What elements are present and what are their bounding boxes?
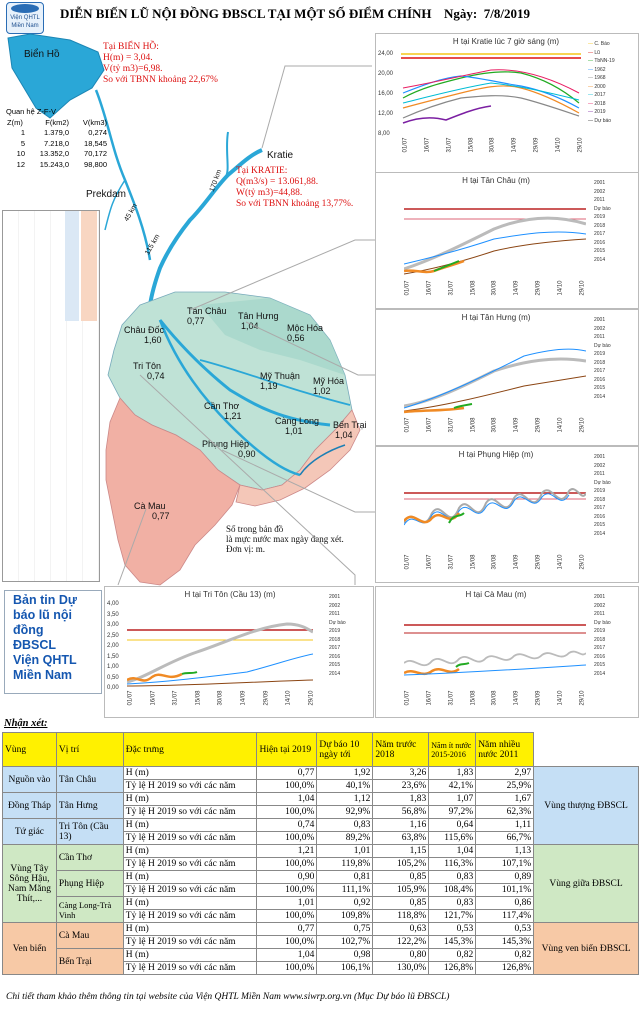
bien-ho-label: Biển Hồ	[24, 49, 60, 60]
chart-tan-hung-plot	[404, 326, 586, 416]
bulletin-box: Bản tin Dự báo lũ nội đồng ĐBSCL Viện QHTL Miền Nam	[4, 590, 102, 694]
table-row: Tỷ lệ H 2019 so với các năm 100,0% 111,1% 105,9% 108,4% 101,1%	[3, 884, 639, 897]
chart-phung-hiep-plot	[404, 463, 586, 553]
chart-ca-mau	[375, 586, 639, 718]
table-row: Càng Long-Trà Vinh H (m) 1,01 0,92 0,85 0,83 0,86	[3, 897, 639, 910]
chart-phung-hiep-legend: 2001 2002 2011 Dự báo 2019 2018 2017 2016 2015 2014	[594, 454, 611, 537]
summary-table	[2, 732, 639, 975]
table-row: Tứ giác Tri Tôn (Cầu 13) H (m) 0,74 0,83 1,16 0,64 1,11	[3, 819, 639, 832]
table-row: Nguồn vào Tân Châu H (m) 0,77 1,92 3,26 1,83 2,97 Vùng thượng ĐBSCL	[3, 767, 639, 780]
chart-ca-mau-plot	[404, 603, 586, 691]
station-my-hoa: Mỹ Hóa 1,02	[313, 376, 345, 396]
chart-tri-ton-legend: 2001 2002 2011 Dự báo 2019 2018 2017 2016 2015 2014	[329, 594, 346, 677]
kratie-label: Kratie	[267, 150, 294, 161]
chart-tan-chau	[375, 172, 639, 309]
chart-tan-hung	[375, 309, 639, 446]
table-row: Tỷ lệ H 2019 so với các năm 100,0% 89,2% 63,8% 115,6% 66,7%	[3, 832, 639, 845]
chart-tan-hung-xticks: 01/07 16/07 31/07 15/08 30/08 14/09 29/09 14/10 29/10	[404, 417, 586, 433]
table-row: Vùng Tây Sông Hậu, Nam Măng Thít,... Cần Thơ H (m) 1,21 1,01 1,15 1,04 1,13 Vùng giữa ĐBSCL	[3, 845, 639, 858]
date-display: Ngày: 7/8/2019	[444, 6, 530, 21]
chart-phung-hiep	[375, 446, 639, 583]
table-row: Tỷ lệ H 2019 so với các năm 100,0% 109,8% 118,8% 121,7% 117,4%	[3, 910, 639, 923]
table-row: Tỷ lệ H 2019 so với các năm 100,0% 102,7% 122,2% 145,3% 145,3%	[3, 936, 639, 949]
chart-tri-ton-yticks: 4,00 3,50 3,00 2,50 2,00 1,50 1,00 0,50 0,00	[107, 601, 119, 691]
station-phung-hiep: Phụng Hiệp 0,90	[202, 439, 256, 459]
table-row: Phụng Hiệp H (m) 0,90 0,81 0,85 0,83 0,89	[3, 871, 639, 884]
table-row: Tỷ lệ H 2019 so với các năm 100,0% 119,8% 105,2% 116,3% 107,1%	[3, 858, 639, 871]
station-ca-mau: Cà Mau 0,77	[134, 501, 170, 521]
station-chau-doc: Châu Đốc 1,60	[124, 325, 165, 345]
map-note: Số trong bản đồ là mực nước max ngày đang xét. Đơn vị: m.	[226, 524, 344, 554]
station-cang-long: Càng Long 1,01	[275, 416, 320, 436]
chart-ca-mau-title: H tại Cà Mau (m)	[465, 590, 527, 599]
chart-tri-ton	[104, 586, 374, 718]
zfv-relation-table: Quan hệ Z-F-V Z(m) F(km2) V(km3) 1 1.379,0 0,274 5 7.218,0 18,545 10 13.352,0 70,172 12 15.243,0 98,800	[6, 107, 107, 169]
kratie-info: Tại KRATIE: Q(m3/s) = 13.061,88. W(tỷ m3)=44,88. So với TBNN khoảng 13,77%.	[236, 166, 354, 209]
station-can-tho: Cần Thơ 1,21	[204, 401, 242, 421]
chart-phung-hiep-title: H tại Phụng Hiệp (m)	[458, 450, 534, 459]
chart-ca-mau-legend: 2001 2002 2011 Dự báo 2019 2018 2017 2016 2015 2014	[594, 594, 611, 677]
chart-kratie-plot	[401, 48, 581, 138]
river-distance-45: 45 km	[123, 202, 139, 223]
chart-phung-hiep-xticks: 01/07 16/07 31/07 15/08 30/08 14/09 29/09 14/10 29/10	[404, 554, 586, 570]
table-row: Tỷ lệ H 2019 so với các năm 100,0% 106,1% 130,0% 126,8% 126,8%	[3, 962, 639, 975]
footer-note: Chi tiết tham khảo thêm thông tin tại website của Viện QHTL Miền Nam www.siwrp.org.vn (Mục Dự báo lũ ĐBSCL)	[6, 992, 450, 1002]
station-tan-hung: Tân Hưng 1,04	[238, 311, 279, 331]
station-tri-ton: Tri Tôn 0,74	[133, 361, 165, 381]
table-row: Bến Trại H (m) 1,04 0,98 0,80 0,82 0,82	[3, 949, 639, 962]
river-distance-170: 170 km	[208, 168, 224, 193]
page-title: DIỄN BIẾN LŨ NỘI ĐỒNG ĐBSCL TẠI MỘT SỐ ĐIỂM CHÍNH	[60, 6, 432, 21]
chart-kratie-legend: — C. Báo — Lũ — TbNN-19 — 1962 — 1968 — 2000 — 2017 — 2018 — 2019 — Dự báo	[588, 41, 615, 124]
chart-tan-hung-title: H tại Tân Hưng (m)	[461, 313, 531, 322]
chart-tan-chau-xticks: 01/07 16/07 31/07 15/08 30/08 14/09 29/09 14/10 29/10	[404, 280, 586, 296]
table-row: Tỷ lệ H 2019 so với các năm 100,0% 92,9% 56,8% 97,2% 62,3%	[3, 806, 639, 819]
station-my-thuan: Mỹ Thuận 1,19	[260, 371, 300, 391]
prekdam-label: Prekdam	[86, 189, 127, 200]
station-ben-trai: Bến Trại 1,04	[333, 420, 367, 440]
chart-kratie-yticks: 24,00 20,00 16,00 12,00 8,00	[378, 51, 394, 137]
chart-tan-chau-legend: 2001 2002 2011 Dự báo 2019 2018 2017 2016 2015 2014	[594, 180, 611, 263]
chart-tri-ton-title: H tại Tri Tôn (Cầu 13) (m)	[184, 590, 276, 599]
table-row: Đồng Tháp Tân Hưng H (m) 1,04 1,12 1,83 1,07 1,67	[3, 793, 639, 806]
summary-header-row: Vùng Vị trí Đặc trưng Hiện tại 2019 Dự báo 10 ngày tới Năm trước 2018 Năm ít nước 2015-2016 Năm nhiều nước 2011	[3, 733, 639, 767]
chart-tri-ton-xticks: 01/07 16/07 31/07 15/08 30/08 14/09 29/09 14/10 29/10	[127, 690, 315, 706]
summary-heading: Nhận xét:	[4, 718, 48, 729]
chart-ca-mau-xticks: 01/07 16/07 31/07 15/08 30/08 14/09 29/09 14/10 29/10	[404, 690, 586, 706]
chart-tan-chau-title: H tại Tân Châu (m)	[462, 176, 530, 185]
station-moc-hoa: Mộc Hóa 0,56	[287, 323, 324, 343]
chart-kratie-title: H tại Kratie lúc 7 giờ sáng (m)	[452, 37, 560, 46]
chart-kratie	[375, 33, 639, 173]
institute-logo: Viện QHTL Miền Nam	[6, 2, 44, 34]
chart-tan-chau-plot	[404, 189, 586, 279]
station-tan-chau: Tân Châu 0,77	[187, 306, 227, 326]
table-row: Ven biển Cà Mau H (m) 0,77 0,75 0,63 0,53 0,53 Vùng ven biển ĐBSCL	[3, 923, 639, 936]
bien-ho-info: Tại BIỂN HỒ: H(m) = 3,04. V(tỷ m3)=6,98. So với TBNN khoảng 22,67%	[103, 42, 218, 85]
table-row: Tỷ lệ H 2019 so với các năm 100,0% 40,1% 23,6% 42,1% 25,9%	[3, 780, 639, 793]
chart-tan-hung-legend: 2001 2002 2011 Dự báo 2019 2018 2017 2016 2015 2014	[594, 317, 611, 400]
chart-tri-ton-plot	[127, 602, 313, 692]
river-distance-115: 115 km	[144, 233, 162, 257]
chart-kratie-xticks: 01/07 16/07 31/07 15/08 30/08 14/09 29/09 14/10 29/10	[402, 137, 584, 153]
